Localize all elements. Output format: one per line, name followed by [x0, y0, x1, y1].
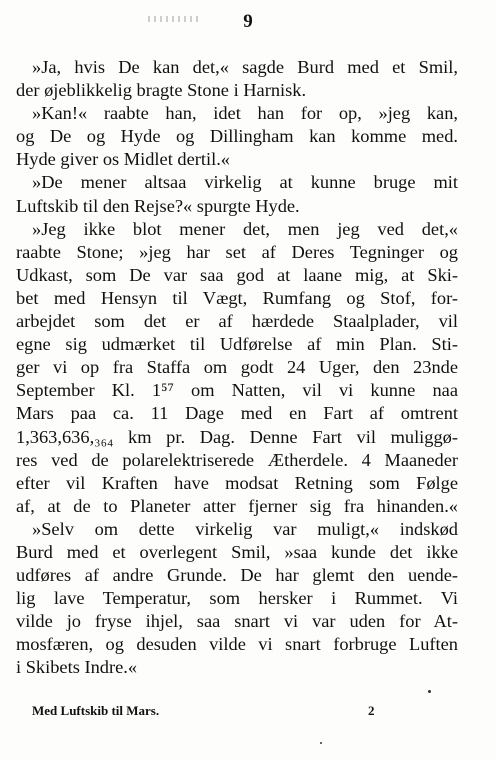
text-line: Burd med et overlegent Smil, »saa kunde det ikke [16, 541, 458, 562]
text-line: »Jeg ikke blot mener det, men jeg ved det,« [32, 218, 458, 239]
text-line: udføres af andre Grunde. De har glemt den uende- [16, 565, 458, 586]
text-line: bet med Hensyn til Vægt, Rumfang og Stof, for- [16, 287, 458, 308]
text-line: »De mener altsaa virkelig at kunne bruge mit [32, 172, 458, 193]
footer-signature: Med Luftskib til Mars. [32, 703, 160, 718]
text-line: af, at de to Planeter atter fjerner sig fra hinanden.« [16, 495, 458, 516]
footer-sheet-number: 2 [368, 703, 375, 718]
text-line: Hyde giver os Midlet dertil.« [16, 149, 231, 170]
text-line: Mars paa ca. 11 Dage med en Fart af omtrent [16, 403, 458, 424]
text-line: egne sig udmærket til Udførelse af min Plan. Sti- [16, 334, 458, 355]
text-line: der øjeblikkelig bragte Stone i Harnisk. [16, 80, 307, 101]
text-line: »Selv om dette virkelig var muligt,« indskød [32, 518, 458, 539]
text-line: September Kl. 1⁵⁷ om Natten, vil vi kunne naa [16, 380, 458, 401]
body-text [16, 56, 458, 680]
text-line: og De og Hyde og Dillingham kan komme med. [16, 126, 458, 147]
text-line: efter vil Kraften have modsat Retning som Følge [16, 472, 458, 493]
ink-speck [428, 690, 431, 693]
text-line: 1,363,636,₃₆₄ km pr. Dag. Denne Fart vil muliggø- [16, 426, 458, 447]
text-line: »Kan!« raabte han, idet han for op, »jeg kan, [32, 103, 458, 124]
text-line: ger vi op fra Staffa om godt 24 Uger, den 23nde [16, 357, 458, 378]
text-line: »Ja, hvis De kan det,« sagde Burd med et Smil, [32, 57, 458, 77]
text-line: lig lave Temperatur, som hersker i Rummet. Vi [16, 588, 458, 609]
text-line: raabte Stone; »jeg har set af Deres Tegninger og [16, 241, 458, 262]
text-line: mosfæren, og desuden vilde vi snart forbruge Luften [16, 634, 458, 655]
text-line: Luftskib til den Rejse?« spurgte Hyde. [16, 195, 300, 216]
text-line: arbejdet som det er af hærdede Staalplader, vil [16, 311, 458, 332]
text-line: vilde jo fryse ihjel, saa snart vi var uden for At- [16, 611, 458, 632]
text-line: res ved de polarelektriserede Ætherdele. 4 Maaneder [16, 449, 458, 470]
text-line: i Skibets Indre.« [16, 657, 138, 678]
text-line: Udkast, som De var saa god at laane mig, at Ski- [16, 264, 458, 285]
page-number: 9 [243, 11, 253, 32]
ink-speck [320, 742, 322, 744]
